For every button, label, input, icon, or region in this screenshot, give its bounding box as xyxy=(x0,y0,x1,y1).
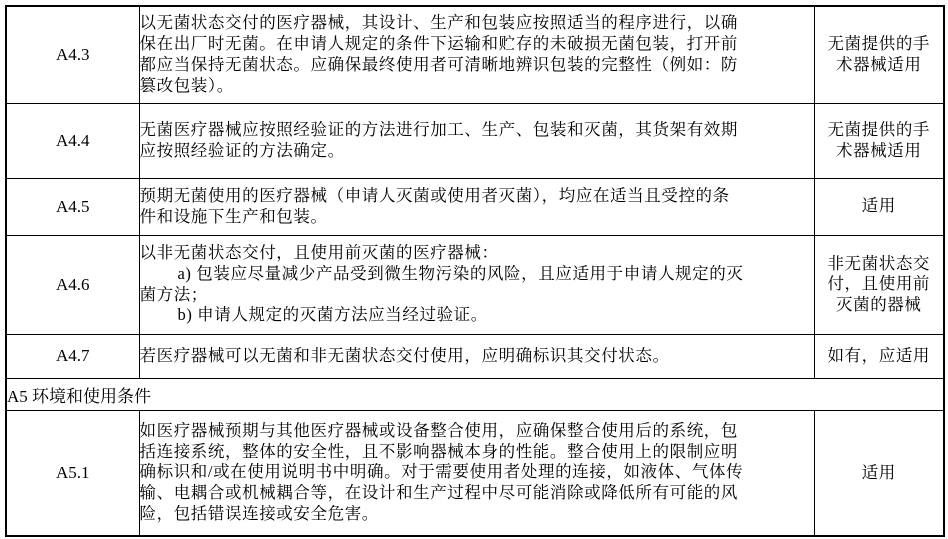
applicability-cell xyxy=(814,410,944,536)
applicability-line: 术器械适用 xyxy=(836,54,922,74)
requirement-line: b) 申请人规定的灭菌方法应当经过验证。 xyxy=(177,305,488,325)
item-id-cell: A5.1 xyxy=(6,410,139,536)
requirement-cell xyxy=(139,334,814,378)
applicability-line: 如有，应适用 xyxy=(827,345,931,365)
applicability-cell xyxy=(814,103,944,178)
section-row xyxy=(6,378,944,410)
requirement-line: 保在出厂时无菌。在申请人规定的条件下运输和贮存的未破损无菌包装，打开前 xyxy=(139,33,738,53)
table-row xyxy=(6,235,944,334)
item-id-cell: A4.7 xyxy=(6,334,139,378)
requirement-line: 若医疗器械可以无菌和非无菌状态交付使用，应明确标识其交付状态。 xyxy=(139,345,670,365)
requirement-line: 确标识和/或在使用说明书中明确。对于需要使用者处理的连接，如液体、气体传 xyxy=(139,462,744,482)
requirement-cell xyxy=(139,235,814,334)
table-row xyxy=(6,334,944,378)
requirement-line: a) 包装应尽量减少产品受到微生物污染的风险，且应适用于申请人规定的灭 xyxy=(177,263,744,283)
table-row xyxy=(6,410,944,536)
applicability-cell xyxy=(814,334,944,378)
requirements-table-body xyxy=(6,6,944,536)
applicability-line: 非无菌状态交 xyxy=(827,253,931,273)
item-id-cell: A4.6 xyxy=(6,235,139,334)
requirement-line: 输、电耦合或机械耦合等，在设计和生产过程中尽可能消除或降低所有可能的风 xyxy=(139,483,738,503)
table-row xyxy=(6,178,944,235)
requirement-line: 菌方法； xyxy=(139,284,208,304)
table-row xyxy=(6,6,944,103)
requirement-cell xyxy=(139,178,814,235)
table-row xyxy=(6,103,944,178)
requirement-line: 预期无菌使用的医疗器械（申请人灭菌或使用者灭菌），均应在适当且受控的条 xyxy=(139,185,730,205)
applicability-line: 适用 xyxy=(861,196,896,216)
applicability-line: 付，且使用前 xyxy=(827,274,931,294)
item-id-cell: A4.5 xyxy=(6,178,139,235)
requirement-line: 应按照经验证的方法确定。 xyxy=(139,140,345,160)
requirement-line: 件和设施下生产和包装。 xyxy=(139,206,328,226)
applicability-line: 灭菌的器械 xyxy=(836,294,922,314)
requirement-line: 以非无菌状态交付，且使用前灭菌的医疗器械： xyxy=(139,242,499,262)
requirement-cell xyxy=(139,6,814,103)
requirement-line: 都应当保持无菌状态。应确保最终使用者可清晰地辨识包装的完整性（例如：防 xyxy=(139,54,738,74)
requirement-line: 险，包括错误连接或安全危害。 xyxy=(139,503,379,523)
requirement-line: 如医疗器械预期与其他医疗器械或设备整合使用，应确保整合使用后的系统，包 xyxy=(139,420,738,440)
requirement-cell xyxy=(139,410,814,536)
applicability-cell xyxy=(814,178,944,235)
applicability-line: 术器械适用 xyxy=(836,140,922,160)
applicability-line: 无菌提供的手 xyxy=(827,120,931,139)
item-id-cell: A4.3 xyxy=(6,6,139,103)
item-id-cell: A4.4 xyxy=(6,103,139,178)
requirements-table xyxy=(5,5,945,537)
applicability-line: 适用 xyxy=(861,462,896,482)
applicability-line: 无菌提供的手 xyxy=(827,34,931,54)
applicability-cell xyxy=(814,6,944,103)
requirement-line: 无菌医疗器械应按照经验证的方法进行加工、生产、包装和灭菌，其货架有效期 xyxy=(139,119,738,139)
section-header-cell: A5 环境和使用条件 xyxy=(6,378,944,410)
requirement-line: 篡改包装）。 xyxy=(139,75,234,95)
requirement-line: 括连接系统，整体的安全性，且不影响器械本身的性能。整合使用上的限制应明 xyxy=(139,441,738,461)
applicability-cell xyxy=(814,235,944,334)
requirement-line: 以无菌状态交付的医疗器械，其设计、生产和包装应按照适当的程序进行，以确 xyxy=(139,13,738,33)
requirement-cell xyxy=(139,103,814,178)
